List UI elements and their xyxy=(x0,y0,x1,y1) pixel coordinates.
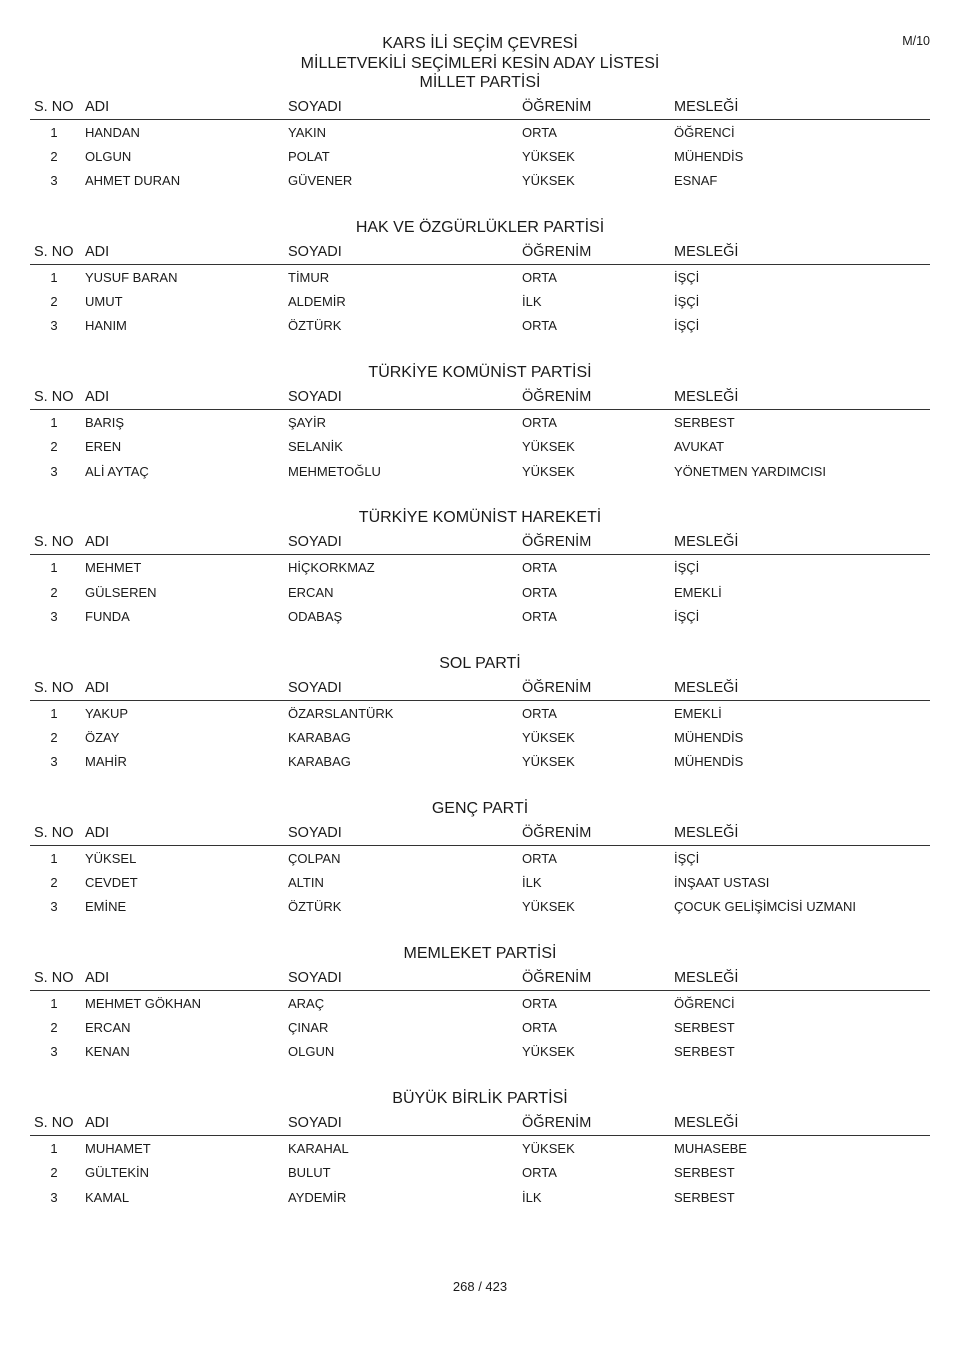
candidate-row xyxy=(30,555,930,579)
column-header-education: ÖĞRENİM xyxy=(522,389,592,406)
candidate-profession: SERBEST xyxy=(674,1189,735,1205)
candidate-surname: YAKIN xyxy=(288,125,327,140)
candidate-profession: İŞÇİ xyxy=(674,608,700,624)
page-code: M/10 xyxy=(902,34,930,48)
candidate-surname: ÇOLPAN xyxy=(288,850,341,866)
party-title: MİLLET PARTİSİ xyxy=(419,74,541,91)
column-header-profession: MESLEĞİ xyxy=(674,389,739,406)
candidate-profession: MÜHENDİS xyxy=(674,753,744,769)
column-header-name: ADI xyxy=(85,1115,110,1132)
party-section xyxy=(30,1085,930,1230)
candidate-profession: SERBEST xyxy=(674,1020,735,1036)
candidate-education: YÜKSEK xyxy=(522,753,575,769)
candidate-no: 3 xyxy=(50,463,58,479)
column-header-surname: SOYADI xyxy=(288,969,342,986)
candidate-name: MAHİR xyxy=(85,753,127,769)
column-header-education: ÖĞRENİM xyxy=(522,969,592,986)
header-line-2: MİLLETVEKİLİ SEÇİMLERİ KESİN ADAY LİSTESİ xyxy=(300,54,660,72)
candidate-name: ÖZAY xyxy=(85,729,120,745)
candidate-no: 3 xyxy=(50,899,58,915)
column-header-no: S. NO xyxy=(34,679,74,696)
candidate-no: 1 xyxy=(50,995,58,1011)
candidate-row xyxy=(30,144,930,168)
candidate-education: YÜKSEK xyxy=(522,149,575,165)
candidate-surname: ÇINAR xyxy=(288,1020,329,1036)
candidate-education: YÜKSEK xyxy=(522,899,575,915)
candidate-name: AHMET DURAN xyxy=(85,173,181,189)
column-header-name: ADI xyxy=(85,244,110,260)
column-header-row xyxy=(30,1113,930,1136)
candidate-row xyxy=(30,459,930,483)
candidate-profession: EMEKLİ xyxy=(674,584,722,600)
candidate-row xyxy=(30,701,930,725)
party-section xyxy=(30,940,930,1085)
column-header-name: ADI xyxy=(85,824,110,841)
candidate-no: 1 xyxy=(50,850,58,866)
column-header-profession: MESLEĞİ xyxy=(674,679,739,696)
column-header-surname: SOYADI xyxy=(288,679,342,696)
candidate-education: İLK xyxy=(522,1189,542,1205)
candidate-education: YÜKSEK xyxy=(522,439,575,455)
column-header-name: ADI xyxy=(85,99,110,115)
candidate-education: ORTA xyxy=(522,608,557,624)
candidate-name: YÜKSEL xyxy=(85,850,137,866)
candidate-name: EMİNE xyxy=(85,899,127,915)
candidate-education: ORTA xyxy=(522,270,557,285)
candidate-education: ORTA xyxy=(522,850,557,866)
candidate-surname: TİMUR xyxy=(288,270,330,285)
candidate-profession: ÖĞRENCİ xyxy=(674,995,735,1011)
column-header-row xyxy=(30,387,930,410)
candidate-education: ORTA xyxy=(522,705,557,721)
candidate-education: ORTA xyxy=(522,560,557,576)
party-title: MEMLEKET PARTİSİ xyxy=(403,944,557,962)
column-header-row xyxy=(30,242,930,265)
candidate-row xyxy=(30,1185,930,1209)
candidate-name: FUNDA xyxy=(85,608,130,624)
candidate-no: 3 xyxy=(50,753,58,769)
candidate-profession: İNŞAAT USTASI xyxy=(674,874,770,890)
candidate-name: YUSUF BARAN xyxy=(85,270,178,285)
candidate-row xyxy=(30,580,930,604)
candidate-no: 2 xyxy=(50,584,58,600)
candidate-name: GÜLTEKİN xyxy=(85,1165,150,1181)
candidate-name: MEHMET GÖKHAN xyxy=(85,995,202,1011)
candidate-profession: İŞÇİ xyxy=(674,560,700,576)
candidate-no: 1 xyxy=(50,125,58,140)
candidate-education: ORTA xyxy=(522,415,557,431)
party-section xyxy=(30,359,930,504)
candidate-education: ORTA xyxy=(522,125,557,140)
candidate-profession: EMEKLİ xyxy=(674,705,722,721)
column-header-surname: SOYADI xyxy=(288,824,342,841)
party-section xyxy=(30,97,930,214)
candidate-surname: MEHMETOĞLU xyxy=(288,463,381,479)
candidate-profession: SERBEST xyxy=(674,1044,735,1060)
candidate-no: 1 xyxy=(50,560,58,576)
candidate-no: 2 xyxy=(50,149,58,165)
candidate-row xyxy=(30,1136,930,1160)
candidate-row xyxy=(30,410,930,434)
candidate-surname: ÖZARSLANTÜRK xyxy=(288,705,394,721)
column-header-row xyxy=(30,823,930,846)
column-header-education: ÖĞRENİM xyxy=(522,534,592,551)
candidate-surname: ALTIN xyxy=(288,874,324,890)
candidate-no: 3 xyxy=(50,318,58,334)
candidate-no: 2 xyxy=(50,294,58,310)
candidate-profession: İŞÇİ xyxy=(674,850,700,866)
candidate-education: İLK xyxy=(522,874,542,890)
column-header-surname: SOYADI xyxy=(288,389,342,406)
candidate-name: UMUT xyxy=(85,294,123,310)
candidate-education: ORTA xyxy=(522,318,557,334)
candidate-surname: KARAHAL xyxy=(288,1141,349,1157)
column-header-education: ÖĞRENİM xyxy=(522,824,592,841)
candidate-name: YAKUP xyxy=(85,705,129,721)
candidate-name: KENAN xyxy=(85,1044,130,1060)
candidate-no: 2 xyxy=(50,1165,58,1181)
column-header-profession: MESLEĞİ xyxy=(674,99,739,115)
candidate-no: 2 xyxy=(50,729,58,745)
candidate-no: 2 xyxy=(50,1020,58,1036)
candidate-education: ORTA xyxy=(522,1165,557,1181)
candidate-surname: HİÇKORKMAZ xyxy=(288,560,375,576)
candidate-row xyxy=(30,265,930,289)
candidate-no: 2 xyxy=(50,874,58,890)
candidate-name: EREN xyxy=(85,439,122,455)
candidate-row xyxy=(30,313,930,337)
column-header-no: S. NO xyxy=(34,969,74,986)
column-header-no: S. NO xyxy=(34,244,74,260)
candidate-no: 3 xyxy=(50,173,58,189)
column-header-education: ÖĞRENİM xyxy=(522,244,592,260)
column-header-no: S. NO xyxy=(34,99,74,115)
column-header-row xyxy=(30,968,930,991)
candidate-surname: OLGUN xyxy=(288,1044,335,1060)
candidate-profession: ÇOCUK GELİŞİMCİSİ UZMANI xyxy=(674,899,857,915)
document-header xyxy=(0,34,960,93)
party-section xyxy=(30,214,930,359)
column-header-name: ADI xyxy=(85,389,110,406)
candidate-surname: ARAÇ xyxy=(288,995,325,1011)
column-header-row xyxy=(30,678,930,701)
candidate-profession: MÜHENDİS xyxy=(674,729,744,745)
column-header-name: ADI xyxy=(85,969,110,986)
column-header-profession: MESLEĞİ xyxy=(674,534,739,551)
candidate-surname: GÜVENER xyxy=(288,173,353,189)
candidate-profession: MÜHENDİS xyxy=(674,149,744,165)
party-title: TÜRKİYE KOMÜNİST PARTİSİ xyxy=(368,364,592,382)
candidate-surname: SELANİK xyxy=(288,439,343,455)
candidate-profession: SERBEST xyxy=(674,415,735,431)
candidate-row xyxy=(30,749,930,773)
candidate-education: YÜKSEK xyxy=(522,1044,575,1060)
candidate-row xyxy=(30,991,930,1015)
column-header-row xyxy=(30,532,930,555)
candidate-education: YÜKSEK xyxy=(522,173,575,189)
party-section xyxy=(30,795,930,940)
column-header-no: S. NO xyxy=(34,389,74,406)
column-header-surname: SOYADI xyxy=(288,99,342,115)
candidate-row xyxy=(30,1039,930,1063)
column-header-profession: MESLEĞİ xyxy=(674,969,739,986)
candidate-no: 1 xyxy=(50,415,58,431)
header-line-1: KARS İLİ SEÇİM ÇEVRESİ xyxy=(382,35,578,52)
candidate-surname: BULUT xyxy=(288,1165,331,1181)
candidate-row xyxy=(30,725,930,749)
candidate-profession: İŞÇİ xyxy=(674,294,700,310)
party-title: TÜRKİYE KOMÜNİST HAREKETİ xyxy=(358,509,602,527)
candidate-profession: YÖNETMEN YARDIMCISI xyxy=(674,463,826,479)
candidate-name: MEHMET xyxy=(85,560,142,576)
candidate-education: ORTA xyxy=(522,1020,557,1036)
candidate-row xyxy=(30,894,930,918)
candidate-education: ORTA xyxy=(522,995,557,1011)
column-header-name: ADI xyxy=(85,679,110,696)
candidate-surname: ALDEMİR xyxy=(288,294,346,310)
candidate-surname: ODABAŞ xyxy=(288,608,343,624)
candidate-profession: SERBEST xyxy=(674,1165,735,1181)
candidate-name: HANDAN xyxy=(85,125,140,140)
candidate-row xyxy=(30,120,930,144)
party-section xyxy=(30,504,930,649)
candidate-name: KAMAL xyxy=(85,1189,130,1205)
candidate-surname: KARABAG xyxy=(288,753,351,769)
candidate-no: 1 xyxy=(50,1141,58,1157)
column-header-profession: MESLEĞİ xyxy=(674,1115,739,1132)
candidate-surname: AYDEMİR xyxy=(288,1189,347,1205)
candidate-no: 3 xyxy=(50,1189,58,1205)
column-header-education: ÖĞRENİM xyxy=(522,1115,592,1132)
column-header-no: S. NO xyxy=(34,1115,74,1132)
candidate-name: OLGUN xyxy=(85,149,132,165)
party-title: HAK VE ÖZGÜRLÜKLER PARTİSİ xyxy=(355,219,605,236)
candidate-profession: ÖĞRENCİ xyxy=(674,125,735,140)
candidate-row xyxy=(30,289,930,313)
column-header-row xyxy=(30,97,930,120)
candidate-education: YÜKSEK xyxy=(522,463,575,479)
candidate-name: MUHAMET xyxy=(85,1141,151,1157)
column-header-no: S. NO xyxy=(34,534,74,551)
candidate-education: YÜKSEK xyxy=(522,729,575,745)
candidate-name: BARIŞ xyxy=(85,415,125,431)
candidate-row xyxy=(30,846,930,870)
candidate-profession: ESNAF xyxy=(674,173,718,189)
candidate-no: 1 xyxy=(50,705,58,721)
column-header-profession: MESLEĞİ xyxy=(674,244,739,260)
column-header-surname: SOYADI xyxy=(288,1115,342,1132)
column-header-education: ÖĞRENİM xyxy=(522,99,592,115)
candidate-profession: MUHASEBE xyxy=(674,1141,747,1157)
candidate-no: 3 xyxy=(50,608,58,624)
candidate-surname: ÖZTÜRK xyxy=(288,899,342,915)
candidate-row xyxy=(30,434,930,458)
party-section xyxy=(30,650,930,795)
candidate-profession: İŞÇİ xyxy=(674,318,700,334)
candidate-name: GÜLSEREN xyxy=(85,584,157,600)
column-header-profession: MESLEĞİ xyxy=(674,824,739,841)
candidate-surname: ÖZTÜRK xyxy=(288,318,342,334)
candidate-row xyxy=(30,168,930,192)
candidate-profession: AVUKAT xyxy=(674,439,725,455)
column-header-education: ÖĞRENİM xyxy=(522,679,592,696)
column-header-name: ADI xyxy=(85,534,110,551)
candidate-row xyxy=(30,1160,930,1184)
candidate-surname: KARABAG xyxy=(288,729,351,745)
party-title: BÜYÜK BİRLİK PARTİSİ xyxy=(392,1090,568,1108)
column-header-surname: SOYADI xyxy=(288,244,342,260)
candidate-surname: POLAT xyxy=(288,149,330,165)
candidate-no: 1 xyxy=(50,270,58,285)
party-sections xyxy=(30,97,930,1230)
column-header-surname: SOYADI xyxy=(288,534,342,551)
candidate-no: 3 xyxy=(50,1044,58,1060)
candidate-surname: ERCAN xyxy=(288,584,334,600)
candidate-name: ALİ AYTAÇ xyxy=(85,463,149,479)
candidate-name: ERCAN xyxy=(85,1020,131,1036)
candidate-row xyxy=(30,604,930,628)
party-title: GENÇ PARTİ xyxy=(431,799,529,817)
column-header-no: S. NO xyxy=(34,824,74,841)
candidate-row xyxy=(30,1015,930,1039)
candidate-row xyxy=(30,870,930,894)
candidate-no: 2 xyxy=(50,439,58,455)
candidate-name: HANIM xyxy=(85,318,127,334)
party-title: SOL PARTİ xyxy=(439,654,521,672)
candidate-name: CEVDET xyxy=(85,874,138,890)
candidate-education: YÜKSEK xyxy=(522,1141,575,1157)
page-number: 268 / 423 xyxy=(452,1279,508,1294)
candidate-profession: İŞÇİ xyxy=(674,270,700,285)
candidate-education: ORTA xyxy=(522,584,557,600)
candidate-surname: ŞAYİR xyxy=(288,415,327,431)
candidate-education: İLK xyxy=(522,294,542,310)
